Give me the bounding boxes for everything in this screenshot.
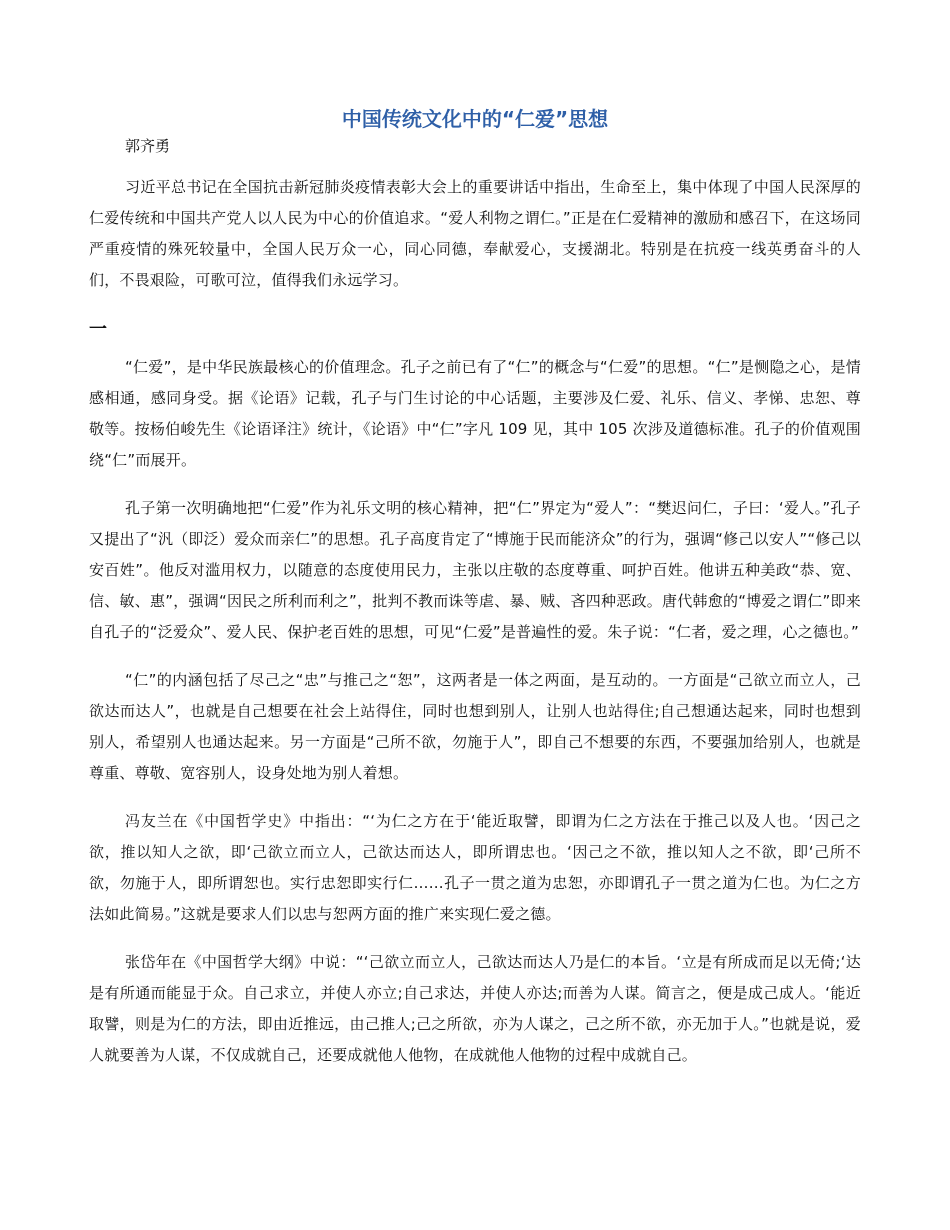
paragraph-zhong-shu: “仁”的内涵包括了尽己之“忠”与推己之“恕”，这两者是一体之两面，是互动的。一方面是“己欲立而立人，己欲达而达人”，也就是自己想要在社会上站得住，同时也想到别人，让别人也站得住;自己想通达起来，同时也想到别人，希望别人也通达起来。另一方面是“己所不欲，勿施于人”，即自己不想要的东西，不要强加给别人，也就是尊重、尊敬、宽容别人，设身处地为别人着想。 (89, 671, 861, 782)
document-page (89, 100, 861, 1071)
paragraph-ren-core-value: “仁爱”，是中华民族最核心的价值理念。孔子之前已有了“仁”的概念与“仁爱”的思想。“仁”是恻隐之心，是情感相通，感同身受。据《论语》记载，孔子与门生讨论的中心话题，主要涉及仁爱、礼乐、信义、孝悌、忠恕、尊敬等。按杨伯峻先生《论语译注》统计，《论语》中“仁”字凡 109 见，其中 105 次涉及道德标准。孔子的价值观围绕“仁”而展开。 (89, 358, 861, 469)
author-name: 郭齐勇 (125, 137, 171, 155)
paragraph-intro: 习近平总书记在全国抗击新冠肺炎疫情表彰大会上的重要讲话中指出，生命至上，集中体现了中国人民深厚的仁爱传统和中国共产党人以人民为中心的价值追求。“爱人利物之谓仁。”正是在仁爱精神的激励和感召下，在这场同严重疫情的殊死较量中，全国人民万众一心，同心同德，奉献爱心，支援湖北。特别是在抗疫一线英勇奋斗的人们，不畏艰险，可歌可泣，值得我们永远学习。 (89, 178, 861, 289)
paragraph-confucius-love: 孔子第一次明确地把“仁爱”作为礼乐文明的核心精神，把“仁”界定为“爱人”：“樊迟问仁，子曰：‘爱人。”孔子又提出了“汎（即泛）爱众而亲仁”的思想。孔子高度肯定了“博施于民而能济众”的行为，强调“修己以安人”“修己以安百姓”。他反对滥用权力，以随意的态度使用民力，主张以庄敬的态度尊重、呵护百姓。他讲五种美政“恭、宽、信、敏、惠”，强调“因民之所利而利之”，批判不教而诛等虐、暴、贼、吝四种恶政。唐代韩愈的“博爱之谓仁”即来自孔子的“泛爱众”、爱人民、保护老百姓的思想，可见“仁爱”是普遍性的爱。朱子说：“仁者，爱之理，心之德也。” (89, 499, 861, 641)
document-title: 中国传统文化中的“仁爱”思想 (341, 107, 609, 131)
paragraph-feng-youlan: 冯友兰在《中国哲学史》中指出：“‘为仁之方在于‘能近取譬，即谓为仁之方法在于推己以及人也。‘因己之欲，推以知人之欲，即‘己欲立而立人，己欲达而达人，即所谓忠也。‘因己之不欲，推以知人之不欲，即‘己所不欲，勿施于人，即所谓恕也。实行忠恕即实行仁……孔子一贯之道为忠恕，亦即谓孔子一贯之道为仁也。为仁之方法如此简易。”这就是要求人们以忠与恕两方面的推广来实现仁爱之德。 (89, 812, 861, 923)
section-heading: 一 (89, 319, 107, 340)
paragraph-zhang-dainian: 张岱年在《中国哲学大纲》中说：“‘己欲立而立人，己欲达而达人乃是仁的本旨。‘立是有所成而足以无倚;‘达是有所通而能显于众。自己求立，并使人亦立;自己求达，并使人亦达;而善为人谋。简言之，便是成己成人。‘能近取譬，则是为仁的方法，即由近推远，由己推人;己之所欲，亦为人谋之，己之所不欲，亦无加于人。”也就是说，爱人就要善为人谋，不仅成就自己，还要成就他人他物，在成就他人他物的过程中成就自己。 (89, 953, 861, 1064)
